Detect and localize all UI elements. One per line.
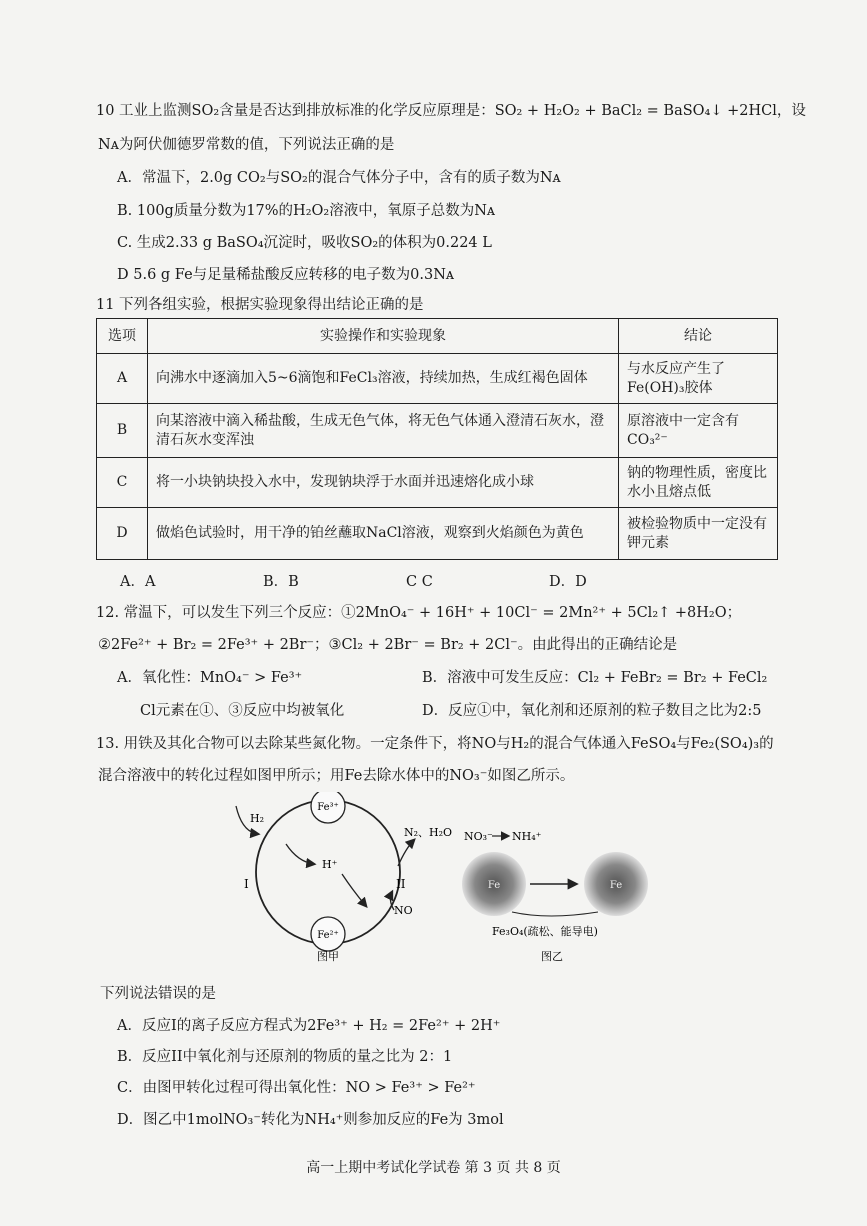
hplus-arrow: [286, 844, 314, 864]
q13-ask: 下列说法错误的是: [100, 986, 216, 1002]
row-operation: 向沸水中逐滴加入5~6滴饱和FeCl₃溶液，持续加热，生成红褐色固体: [148, 354, 619, 404]
header-conclusion: 结论: [619, 319, 778, 354]
figure-yi: [462, 830, 648, 963]
q13-option-c: C．由图甲转化过程可得出氧化性：NO > Fe³⁺ > Fe²⁺: [117, 1080, 476, 1096]
q12-option-d: D．反应①中，氧化剂和还原剂的粒子数目之比为2:5: [422, 703, 762, 719]
products-arrow: [398, 840, 414, 866]
figures: [228, 792, 788, 972]
inner-arrow: [342, 874, 366, 906]
caption-jia: 图甲: [317, 950, 339, 963]
q12-stem-line1: 12. 常温下，可以发生下列三个反应：①2MnO₄⁻ + 16H⁺ + 10Cl⁻ = 2Mn²⁺ + 5Cl₂↑ +8H₂O；: [96, 605, 742, 621]
q10-option-c: C. 生成2.33 g BaSO₄沉淀时，吸收SO₂的体积为0.224 L: [117, 235, 492, 251]
fe-left-label: Fe: [487, 880, 501, 891]
fe2-label: Fe²⁺: [317, 930, 339, 941]
row-conclusion: 与水反应产生了Fe(OH)₃胶体: [619, 354, 778, 404]
q11-choice-b: B．B: [263, 574, 299, 590]
table-row: [97, 354, 778, 404]
q11-choice-c: C C: [406, 574, 433, 590]
fe3-label: Fe³⁺: [317, 802, 339, 813]
products-label: N₂、H₂O: [404, 826, 453, 839]
row-conclusion: 被检验物质中一定没有钾元素: [619, 508, 778, 560]
hplus-label: H⁺: [322, 858, 338, 871]
q12-option-c: Cl元素在①、③反应中均被氧化: [140, 703, 345, 719]
row-option: B: [97, 404, 148, 458]
nh4-label: NH₄⁺: [512, 830, 542, 843]
q13-stem-line1: 13. 用铁及其化合物可以去除某些氮化物。一定条件下，将NO与H₂的混合气体通入FeSO₄与Fe₂(SO₄)₃的: [96, 736, 774, 752]
header-operation: 实验操作和实验现象: [148, 319, 619, 354]
roman-ii-label: II: [396, 877, 406, 891]
table-row: [97, 458, 778, 508]
q11-choice-a: A．A: [120, 574, 156, 590]
row-conclusion: 钠的物理性质，密度比水小且熔点低: [619, 458, 778, 508]
experiment-table: [96, 318, 778, 560]
fe3o4-label: Fe₃O₄(疏松、能导电): [492, 925, 598, 938]
row-conclusion: 原溶液中一定含有CO₃²⁻: [619, 404, 778, 458]
q11-stem: 11 下列各组实验，根据实验现象得出结论正确的是: [96, 297, 424, 313]
header-option: 选项: [97, 319, 148, 354]
q12-stem-line2: ②2Fe²⁺ + Br₂ = 2Fe³⁺ + 2Br⁻；③Cl₂ + 2Br⁻ = Br₂ + 2Cl⁻。由此得出的正确结论是: [98, 637, 678, 653]
q13-option-a: A．反应I的离子反应方程式为2Fe³⁺ + H₂ = 2Fe²⁺ + 2H⁺: [117, 1018, 501, 1034]
table-row: [97, 508, 778, 560]
h2-label: H₂: [250, 812, 265, 825]
label-leader: [512, 912, 598, 916]
q10-option-d: D 5.6 g Fe与足量稀盐酸反应转移的电子数为0.3Nᴀ: [117, 267, 455, 283]
no-label: NO: [394, 904, 413, 917]
q10-stem-line1: 10 工业上监测SO₂含量是否达到排放标准的化学反应原理是：SO₂ + H₂O₂ + BaCl₂ = BaSO₄↓ +2HCl，设: [96, 103, 806, 119]
q10-option-a: A．常温下，2.0g CO₂与SO₂的混合气体分子中，含有的质子数为Nᴀ: [117, 170, 561, 186]
no3-label: NO₃⁻: [464, 830, 493, 843]
q13-stem-line2: 混合溶液中的转化过程如图甲所示；用Fe去除水体中的NO₃⁻如图乙所示。: [98, 768, 575, 784]
q11-choices: [120, 570, 720, 591]
row-option: D: [97, 508, 148, 560]
table-header-row: [97, 319, 778, 354]
figure-jia: [236, 792, 452, 963]
roman-i-label: I: [244, 877, 249, 891]
row-operation: 向某溶液中滴入稀盐酸，生成无色气体，将无色气体通入澄清石灰水，澄清石灰水变浑浊: [148, 404, 619, 458]
q13-option-b: B．反应II中氧化剂与还原剂的物质的量之比为 2：1: [117, 1049, 453, 1065]
row-option: C: [97, 458, 148, 508]
q10-stem-line2: Nᴀ为阿伏伽德罗常数的值，下列说法正确的是: [98, 137, 395, 153]
page-footer: 高一上期中考试化学试卷 第 3 页 共 8 页: [306, 1160, 561, 1176]
q13-option-d: D．图乙中1molNO₃⁻转化为NH₄⁺则参加反应的Fe为 3mol: [117, 1112, 504, 1128]
q12-option-a: A．氧化性：MnO₄⁻ > Fe³⁺: [117, 670, 303, 686]
q10-option-b: B. 100g质量分数为17%的H₂O₂溶液中，氧原子总数为Nᴀ: [117, 203, 496, 219]
row-option: A: [97, 354, 148, 404]
q11-choice-d: D．D: [549, 574, 587, 590]
table-row: [97, 404, 778, 458]
caption-yi: 图乙: [541, 950, 563, 963]
row-operation: 做焰色试验时，用干净的铂丝蘸取NaCl溶液，观察到火焰颜色为黄色: [148, 508, 619, 560]
row-operation: 将一小块钠块投入水中，发现钠块浮于水面并迅速熔化成小球: [148, 458, 619, 508]
fe-right-label: Fe: [609, 880, 623, 891]
q12-option-b: B．溶液中可发生反应：Cl₂ + FeBr₂ = Br₂ + FeCl₂: [422, 670, 768, 686]
